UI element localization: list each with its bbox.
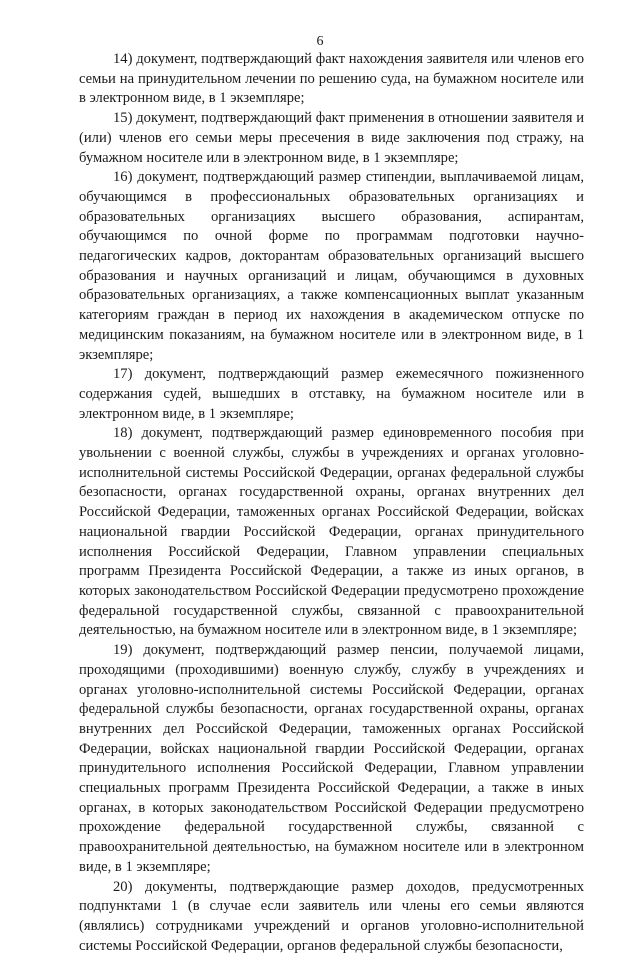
document-body <box>79 50 584 956</box>
paragraph-item-15: 15) документ, подтверждающий факт применения в отношении заявителя и (или) членов его семьи меры пресечения в виде заключения под стражу, на бумажном носителе или в электронном виде, в 1 экземпляре; <box>79 110 584 166</box>
page-number: 6 <box>316 34 324 49</box>
paragraph-item-20: 20) документы, подтверждающие размер доходов, предусмотренных подпунктами 1 (в случае если заявитель или члены его семьи являются (являлись) сотрудниками учреждений и органов уголовно-исполнительной системы Российской Федерации, органов федеральной службы безопасности, <box>79 878 584 954</box>
paragraph-item-17: 17) документ, подтверждающий размер ежемесячного пожизненного содержания судей, вышедших в отставку, на бумажном носителе или в электронном виде, в 1 экземпляре; <box>79 366 584 422</box>
paragraph-item-18: 18) документ, подтверждающий размер единовременного пособия при увольнении с военной службы, службы в учреждениях и органах уголовно-исполнительной системы Российской Федерации, органах федеральной службы безопасности, органах государственной охраны, органах внутренних дел Российской Федерации, таможенных органах Российской Федерации, войсках национальной гвардии Российской Федерации, органах принудительного исполнения Российской Федерации, Главном управлении специальных программ Президента Российской Федерации, а также из иных органов, в которых законодательством Российской Федерации предусмотрено прохождение федеральной государственной службы, связанной с правоохранительной деятельностью, на бумажном носителе или в электронном виде, в 1 экземпляре; <box>79 425 584 639</box>
paragraph-item-14: 14) документ, подтверждающий факт нахождения заявителя или членов его семьи на принудительном лечении по решению суда, на бумажном носителе или в электронном виде, в 1 экземпляре; <box>79 51 584 107</box>
paragraph-item-16: 16) документ, подтверждающий размер стипендии, выплачиваемой лицам, обучающимся в профессиональных образовательных организациях и образовательных организациях высшего образования, аспирантам, обучающимся по очной форме по программам подготовки научно-педагогических кадров, докторантам образовательных организаций высшего образования и научных организаций и лицам, обучающимся в духовных образовательных организациях, а также компенсационных выплат указанным категориям граждан в период их нахождения в академическом отпуске по медицинским показаниям, на бумажном носителе или в электронном виде, в 1 экземпляре; <box>79 169 584 363</box>
paragraph-item-19: 19) документ, подтверждающий размер пенсии, получаемой лицами, проходящими (проходившими) военную службу, службу в учреждениях и органах уголовно-исполнительной системы Российской Федерации, органах федеральной службы безопасности, органах государственной охраны, органах внутренних дел Российской Федерации, таможенных органах Российской Федерации, войсках национальной гвардии Российской Федерации, органах принудительного исполнения Российской Федерации, Главном управлении специальных программ Президента Российской Федерации, а также в иных органах, в которых законодательством Российской Федерации предусмотрено прохождение федеральной государственной службы, связанной с правоохранительной деятельностью, на бумажном носителе или в электронном виде, в 1 экземпляре; <box>79 642 584 875</box>
